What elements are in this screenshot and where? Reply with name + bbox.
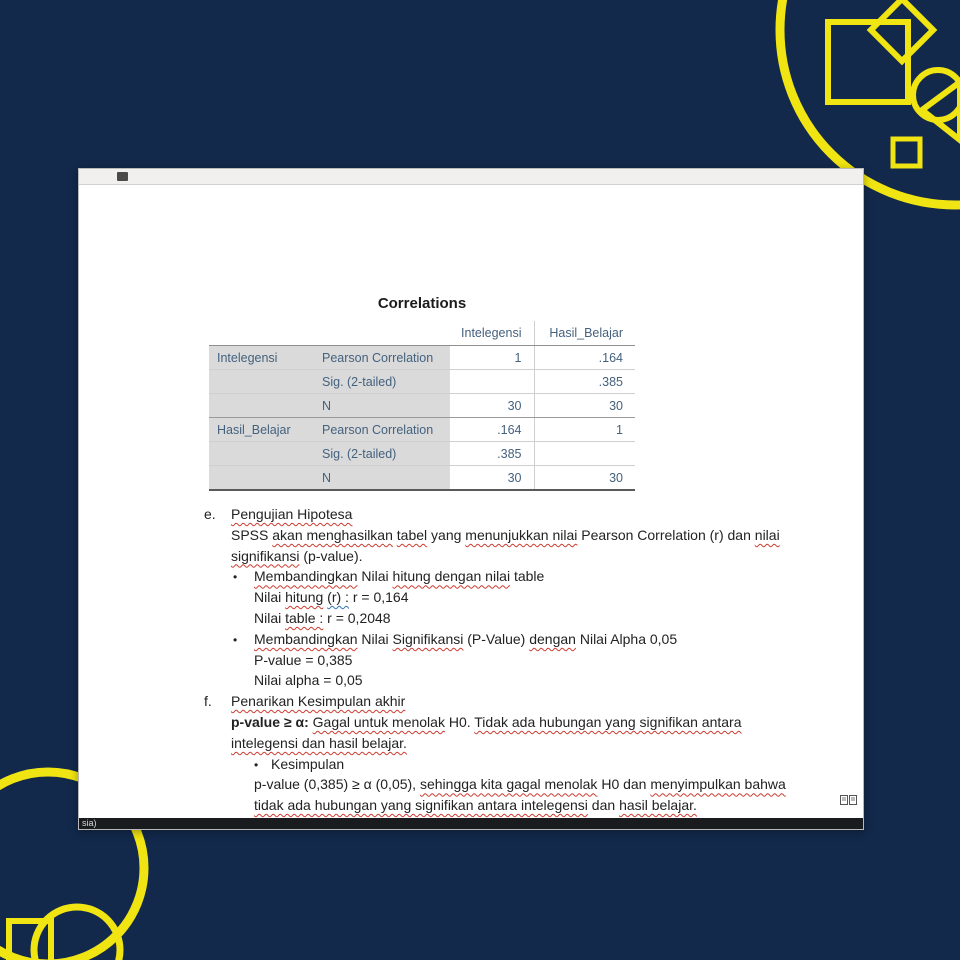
text-segment: signifikansi [231, 547, 300, 564]
text-segment: sehingga kita gagal menolak [419, 776, 598, 793]
doc-line [231, 712, 854, 733]
document-page [79, 185, 863, 818]
cell-statistic: Pearson Correlation [314, 418, 449, 442]
text-segment: Kesimpulan [271, 755, 345, 772]
doc-line [204, 504, 854, 525]
cell-statistic: N [314, 466, 449, 491]
cell-value: 30 [449, 394, 534, 418]
text-segment: dan [587, 797, 620, 814]
view-switcher-icon[interactable] [840, 795, 857, 805]
table-row [209, 394, 635, 418]
window-toolbar-strip [79, 169, 863, 185]
text-segment: Membandingkan [254, 568, 358, 585]
doc-line [231, 525, 854, 546]
text-segment: table [510, 568, 545, 585]
text-segment: Nilai Alpha 0,05 [575, 630, 678, 647]
cell-value: .385 [534, 370, 635, 394]
table-row [209, 370, 635, 394]
text-segment: H0 dan [597, 776, 651, 793]
doc-line [204, 691, 854, 712]
cell-group [209, 466, 314, 491]
cell-statistic: Sig. (2-tailed) [314, 370, 449, 394]
decor-diamond-top-right [871, 0, 933, 61]
cell-group: Hasil_Belajar [209, 418, 314, 442]
doc-line [254, 587, 854, 608]
text-segment: tidak ada hubungan yang signifikan antara intelegensi [254, 797, 588, 814]
text-segment: (r) : [327, 589, 349, 606]
decor-tiny-square-top-right [893, 139, 920, 166]
doc-line [231, 546, 854, 567]
toolbar-remnant-icon [117, 172, 128, 181]
cell-statistic: Pearson Correlation [314, 346, 449, 370]
table-row [209, 466, 635, 491]
text-segment: P-value = 0,385 [254, 651, 353, 668]
doc-line [233, 629, 854, 650]
cell-statistic: Sig. (2-tailed) [314, 442, 449, 466]
text-segment: p-value (0,385) ≥ α (0,05), [254, 776, 420, 793]
text-segment: Nilai [357, 568, 393, 585]
cell-group [209, 394, 314, 418]
decor-small-circle-bottom-left [34, 907, 120, 960]
doc-line [254, 754, 854, 775]
table-row [209, 418, 635, 442]
table-title: Correlations [377, 295, 467, 312]
cell-value: 30 [449, 466, 534, 491]
table-cell-empty [314, 321, 449, 346]
decor-small-circle-top-right [913, 70, 960, 120]
status-bar[interactable] [79, 818, 863, 829]
text-segment: Gagal untuk menolak [312, 713, 445, 730]
text-segment: yang [427, 526, 466, 543]
text-segment: Penarikan Kesimpulan akhir [231, 693, 406, 710]
text-segment: SPSS [231, 526, 273, 543]
cell-group [209, 370, 314, 394]
text-segment: menyimpulkan bahwa [650, 776, 786, 793]
table-row [209, 346, 635, 370]
correlations-table [209, 321, 635, 491]
document-window [78, 168, 864, 830]
column-header: Intelegensi [449, 321, 534, 346]
text-segment: Nilai alpha = 0,05 [254, 672, 363, 689]
text-segment: Pengujian Hipotesa [231, 506, 353, 522]
document-body [204, 504, 854, 816]
text-segment: H0. [444, 713, 475, 730]
cell-statistic: N [314, 394, 449, 418]
cell-value: .164 [449, 418, 534, 442]
list-marker: • [254, 757, 259, 772]
doc-line [254, 650, 854, 671]
column-header: Hasil_Belajar [534, 321, 635, 346]
table-header-row [209, 321, 635, 346]
table-row [209, 442, 635, 466]
cell-group: Intelegensi [209, 346, 314, 370]
text-segment: Nilai [357, 630, 393, 647]
doc-line [231, 733, 854, 754]
cell-value: 30 [534, 394, 635, 418]
status-language-text: sia) [82, 818, 97, 828]
text-segment: nilai [754, 526, 780, 543]
text-segment: intelegensi dan hasil belajar. [231, 734, 407, 751]
cell-value [534, 442, 635, 466]
text-segment: hitung [285, 589, 324, 606]
doc-line [233, 566, 854, 587]
text-segment: p-value ≥ α: [231, 713, 309, 730]
text-segment: Nilai [254, 589, 286, 606]
text-segment: akan menghasilkan [272, 526, 393, 543]
cell-group [209, 442, 314, 466]
text-segment: r = 0,164 [348, 589, 409, 606]
cell-value: 1 [534, 418, 635, 442]
cell-value: 30 [534, 466, 635, 491]
text-segment: Tidak ada hubungan yang signifikan antara [474, 713, 742, 730]
text-segment: tabel [396, 526, 428, 543]
text-segment: (p-value). [299, 547, 363, 564]
text-segment: dengan [529, 630, 576, 647]
list-marker: e. [204, 506, 216, 522]
list-marker: • [233, 570, 238, 585]
table-cell-empty [209, 321, 314, 346]
text-segment: Nilai [254, 609, 286, 626]
text-segment: Pearson Correlation (r) dan [577, 526, 755, 543]
list-marker: • [233, 632, 238, 647]
text-segment: r = 0,2048 [323, 609, 391, 626]
doc-line [254, 608, 854, 629]
cell-value: .164 [534, 346, 635, 370]
text-segment: (P-Value) [463, 630, 530, 647]
text-segment: table : [285, 609, 324, 626]
doc-line [254, 774, 854, 795]
cell-value: .385 [449, 442, 534, 466]
text-segment: hasil belajar. [619, 797, 697, 814]
decor-square-top-right [828, 22, 908, 102]
text-segment: menunjukkan nilai [465, 526, 578, 543]
list-marker: f. [204, 693, 212, 710]
doc-line [254, 670, 854, 691]
cell-value: 1 [449, 346, 534, 370]
text-segment: Membandingkan [254, 630, 358, 647]
cell-value [449, 370, 534, 394]
doc-line [254, 795, 854, 816]
text-segment: Signifikansi [392, 630, 464, 647]
text-segment: hitung dengan nilai [392, 568, 511, 585]
